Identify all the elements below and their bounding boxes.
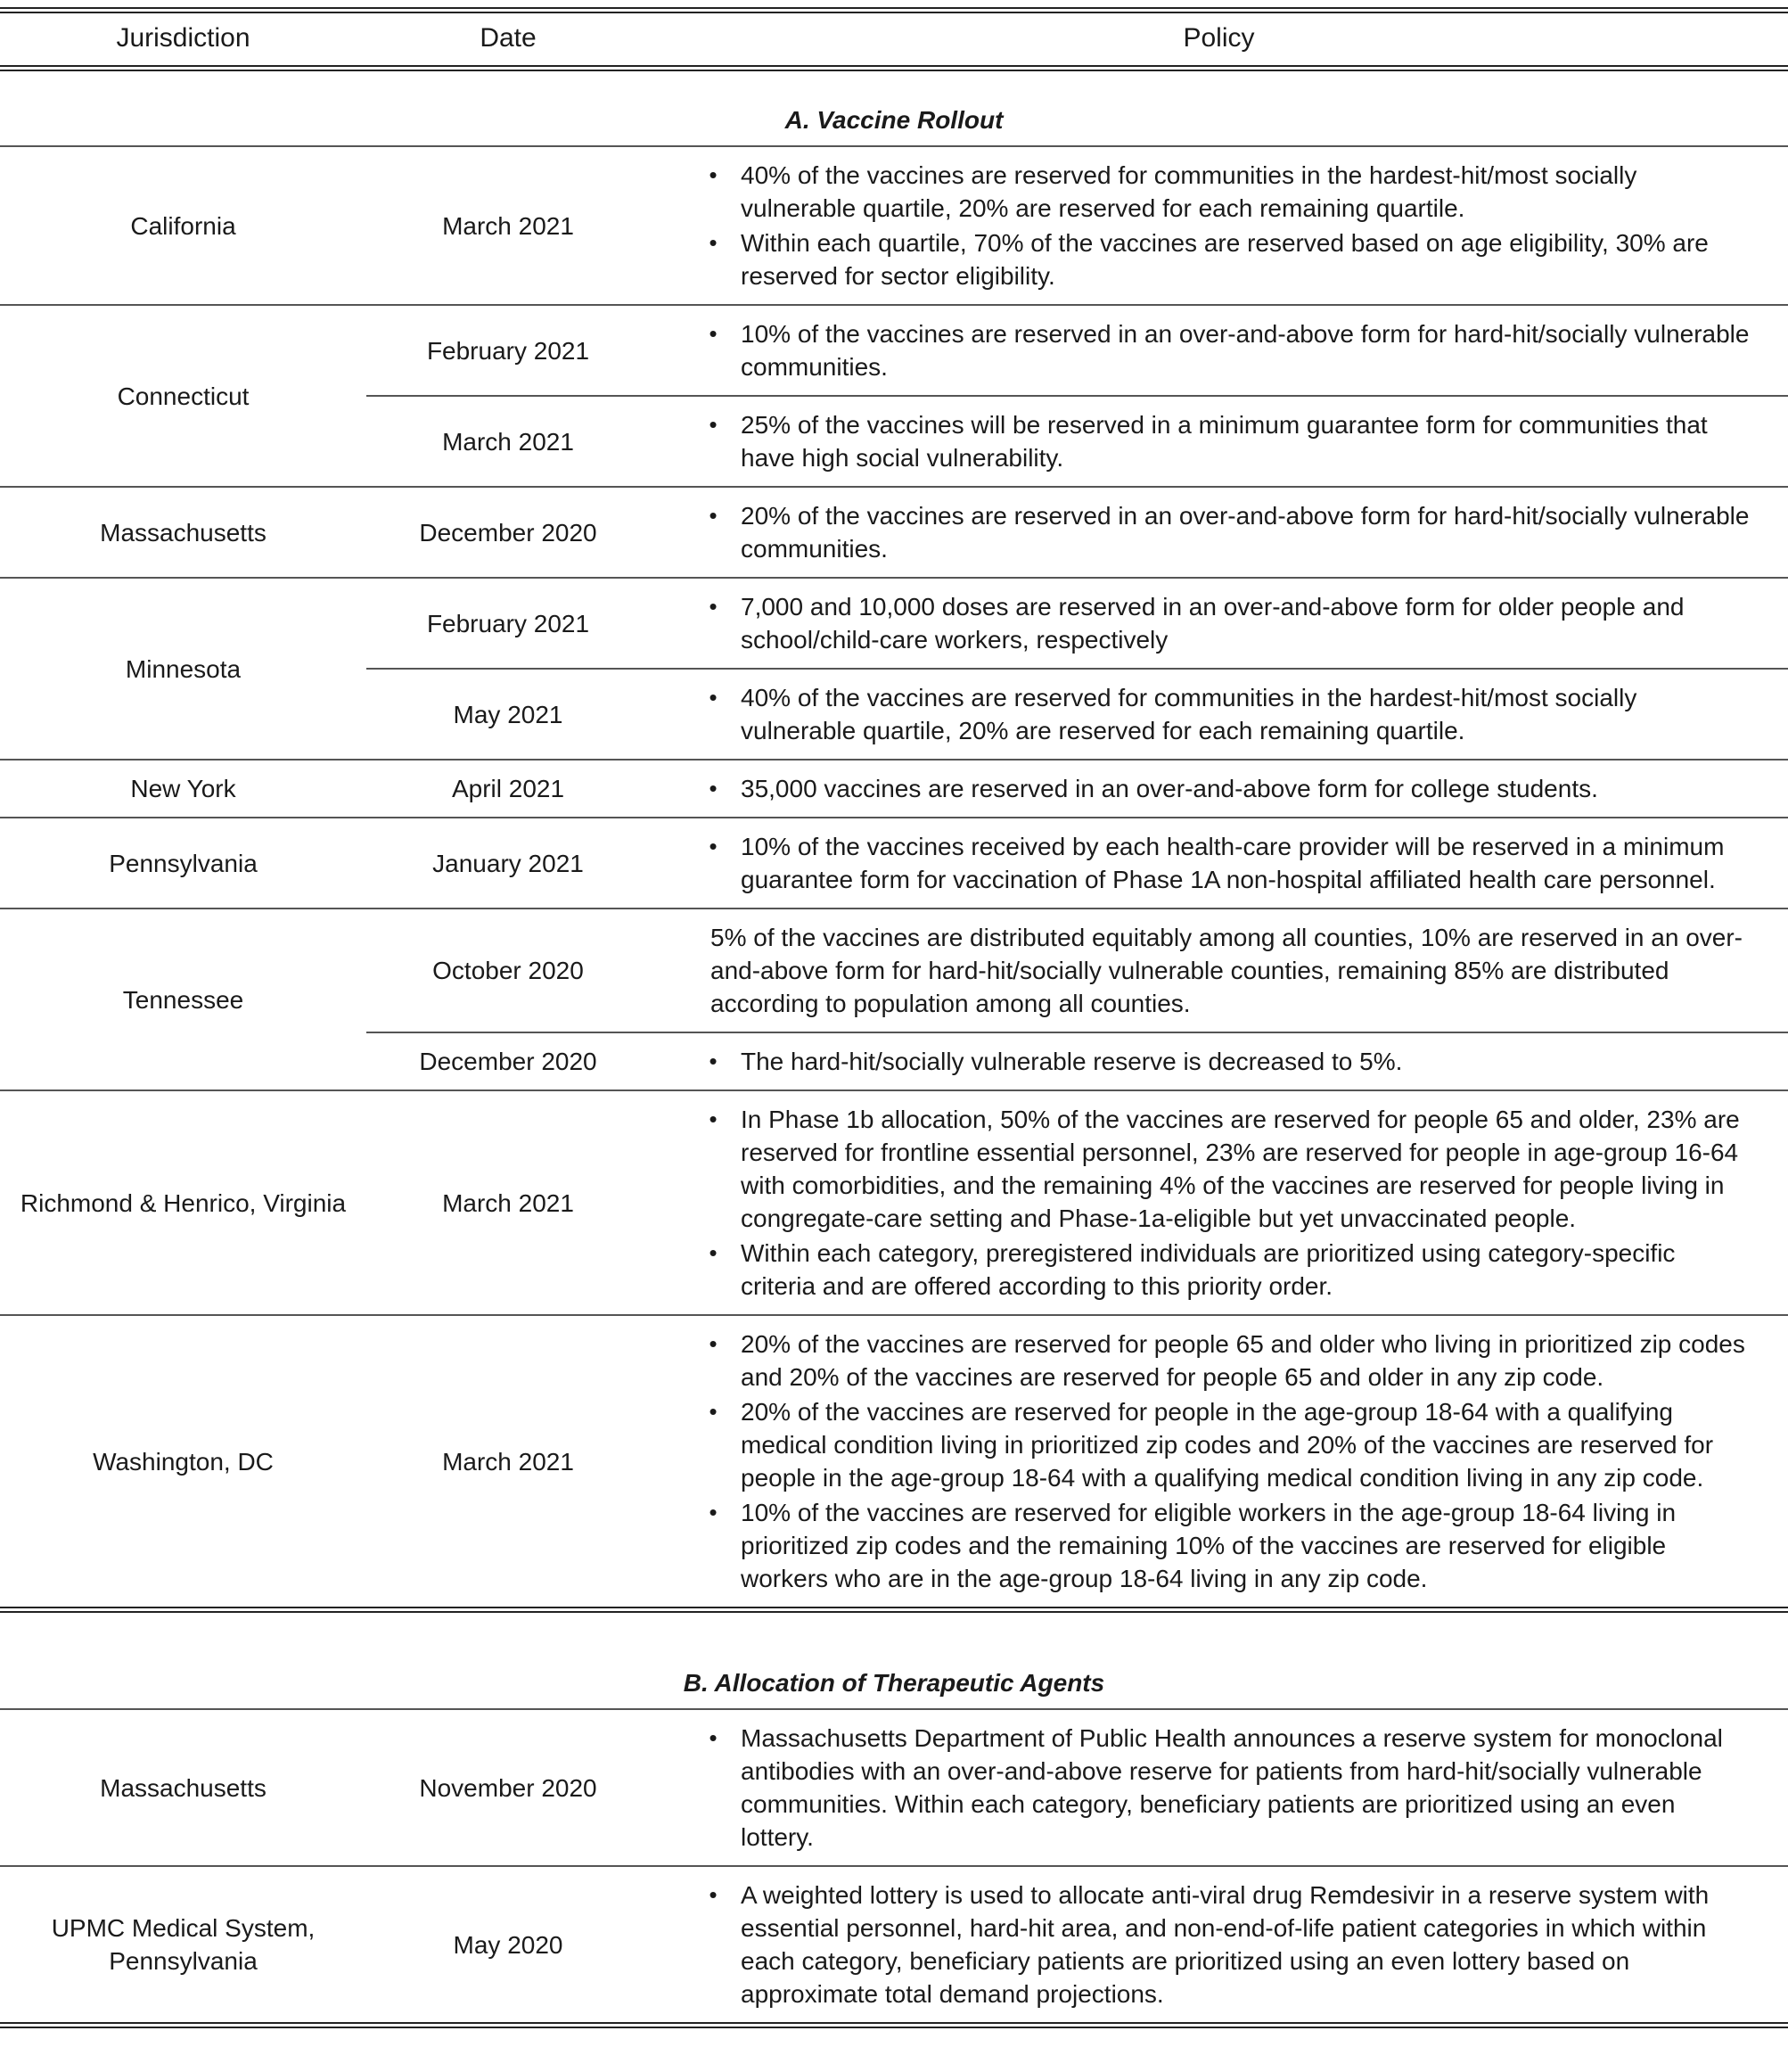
date-cell: March 2021: [366, 1315, 650, 1610]
policy-cell: [650, 578, 1788, 669]
jurisdiction-cell: Richmond & Henrico, Virginia: [0, 1090, 366, 1315]
table-row: [0, 487, 1788, 578]
policy-text: 20% of the vaccines are reserved in an over-and-above form for hard-hit/socially vulnerable communities.: [741, 502, 1750, 563]
policy-bullet-item: [685, 681, 1754, 747]
bullet-icon: •: [709, 161, 718, 188]
policy-cell: [650, 396, 1788, 487]
policy-text: 7,000 and 10,000 doses are reserved in an over-and-above form for older people and school/child-care workers, respectively: [741, 593, 1685, 654]
bullet-icon: •: [709, 411, 718, 438]
policy-text: 10% of the vaccines received by each health-care provider will be reserved in a minimum guarantee form for vaccination of Phase 1A non-hospital affiliated health care personnel.: [741, 833, 1725, 893]
policy-text: 25% of the vaccines will be reserved in a minimum guarantee form for communities that have high social vulnerability.: [741, 411, 1708, 472]
policy-bullet-item: [685, 1395, 1754, 1494]
table-row: [0, 1090, 1788, 1315]
policy-cell: [650, 305, 1788, 396]
jurisdiction-cell: New York: [0, 760, 366, 818]
policy-bullet-item: [685, 772, 1754, 805]
policy-text: The hard-hit/socially vulnerable reserve is decreased to 5%.: [741, 1048, 1403, 1075]
date-cell: March 2021: [366, 1090, 650, 1315]
table-row: [0, 760, 1788, 818]
policy-text: A weighted lottery is used to allocate anti-viral drug Remdesivir in a reserve system with essential personnel, hard-hit area, and non-end-of-life patient categories in which within each category, beneficiary patients are prioritized using an even lottery based on approximate total demand projections.: [741, 1881, 1710, 2008]
policy-cell: [650, 1090, 1788, 1315]
policy-bullet-item: [685, 1045, 1754, 1078]
date-cell: October 2020: [366, 909, 650, 1032]
policy-text: 40% of the vaccines are reserved for communities in the hardest-hit/most socially vulnerable quartile, 20% are reserved for each remaining quartile.: [741, 161, 1637, 222]
policy-cell: [650, 1032, 1788, 1090]
date-cell: November 2020: [366, 1709, 650, 1866]
date-cell: February 2021: [366, 578, 650, 669]
table-row: [0, 818, 1788, 909]
date-cell: December 2020: [366, 487, 650, 578]
bullet-icon: •: [709, 1724, 718, 1751]
bullet-icon: •: [709, 229, 718, 256]
policy-cell: [650, 1315, 1788, 1610]
section-title: A. Vaccine Rollout: [784, 106, 1004, 134]
header-row: [0, 11, 1788, 69]
bullet-icon: •: [709, 1330, 718, 1357]
table-row: [0, 909, 1788, 1032]
policy-text: 20% of the vaccines are reserved for people in the age-group 18-64 with a qualifying medical condition living in prioritized zip codes and 20% of the vaccines are reserved for people in the age-group 18-64 with a qualifying medical condition living in any zip code.: [741, 1398, 1714, 1492]
bullet-icon: •: [709, 593, 718, 620]
section-title-cell: [0, 69, 1788, 147]
table-row: [0, 146, 1788, 305]
col-header-date: Date: [366, 11, 650, 69]
date-cell: March 2021: [366, 396, 650, 487]
date-cell: May 2020: [366, 1866, 650, 2026]
policy-text: Massachusetts Department of Public Health announces a reserve system for monoclonal antibodies with an over-and-above reserve for patients from hard-hit/socially vulnerable communities. Within each category, beneficiary patients are prioritized using an even lottery.: [741, 1724, 1723, 1851]
policy-cell: [650, 669, 1788, 760]
bullet-icon: •: [709, 1398, 718, 1425]
date-cell: May 2021: [366, 669, 650, 760]
jurisdiction-cell: Pennsylvania: [0, 818, 366, 909]
policy-cell: [650, 1866, 1788, 2026]
policy-bullet-item: [685, 1103, 1754, 1235]
policy-bullet-item: [685, 1328, 1754, 1394]
date-cell: March 2021: [366, 146, 650, 305]
policy-bullet-item: [685, 408, 1754, 474]
table-row: [0, 1866, 1788, 2026]
date-cell: January 2021: [366, 818, 650, 909]
table-row: [0, 578, 1788, 669]
date-cell: December 2020: [366, 1032, 650, 1090]
policy-cell: [650, 909, 1788, 1032]
policy-text: 5% of the vaccines are distributed equitably among all counties, 10% are reserved in an over-and-above form for hard-hit/socially vulnerable counties, remaining 85% are distributed according to population among all counties.: [710, 924, 1743, 1017]
bullet-icon: •: [709, 502, 718, 529]
date-cell: April 2021: [366, 760, 650, 818]
jurisdiction-cell: California: [0, 146, 366, 305]
table-row: [0, 1315, 1788, 1610]
policy-bullet-item: [685, 499, 1754, 565]
policy-bullet-item: [685, 159, 1754, 225]
policy-paragraph: [685, 921, 1754, 1020]
policy-text: 35,000 vaccines are reserved in an over-and-above form for college students.: [741, 775, 1598, 802]
policy-bullet-item: [685, 317, 1754, 383]
jurisdiction-cell: Tennessee: [0, 909, 366, 1090]
bullet-icon: •: [709, 1499, 718, 1525]
date-cell: February 2021: [366, 305, 650, 396]
policy-bullet-item: [685, 226, 1754, 292]
bullet-icon: •: [709, 833, 718, 859]
bullet-icon: •: [709, 1239, 718, 1266]
bullet-icon: •: [709, 1106, 718, 1132]
bullet-icon: •: [709, 320, 718, 347]
policy-bullet-item: [685, 830, 1754, 896]
jurisdiction-cell: Minnesota: [0, 578, 366, 760]
policy-bullet-item: [685, 1496, 1754, 1595]
policy-text: 10% of the vaccines are reserved for eligible workers in the age-group 18-64 living in prioritized zip codes and the remaining 10% of the vaccines are reserved for eligible workers who are in the age-group 18-64 living in any zip code.: [741, 1499, 1677, 1592]
bullet-icon: •: [709, 684, 718, 711]
jurisdiction-cell: Washington, DC: [0, 1315, 366, 1610]
section-title-row: [0, 1610, 1788, 1710]
policy-bullet-item: [685, 1237, 1754, 1303]
policy-cell: [650, 760, 1788, 818]
jurisdiction-cell: UPMC Medical System, Pennsylvania: [0, 1866, 366, 2026]
jurisdiction-cell: Connecticut: [0, 305, 366, 487]
policy-text: 40% of the vaccines are reserved for communities in the hardest-hit/most socially vulnerable quartile, 20% are reserved for each remaining quartile.: [741, 684, 1637, 744]
policy-cell: [650, 487, 1788, 578]
policy-table: [0, 7, 1788, 2028]
section-title: B. Allocation of Therapeutic Agents: [683, 1669, 1105, 1697]
policy-cell: [650, 1709, 1788, 1866]
policy-cell: [650, 818, 1788, 909]
policy-text: Within each quartile, 70% of the vaccines are reserved based on age eligibility, 30% are reserved for sector eligibility.: [741, 229, 1709, 290]
policy-text: 20% of the vaccines are reserved for people 65 and older who living in prioritized zip codes and 20% of the vaccines are reserved for people 65 and older in any zip code.: [741, 1330, 1745, 1391]
policy-bullet-item: [685, 590, 1754, 656]
policy-text: In Phase 1b allocation, 50% of the vaccines are reserved for people 65 and older, 23% are reserved for frontline essential personnel, 23% are reserved for people in age-group 16-64 with comorbidities, and the remaining 4% of the vaccines are reserved for people living in congregate-care setting and Phase-1a-eligible but yet unvaccinated people.: [741, 1106, 1740, 1232]
col-header-policy: Policy: [650, 11, 1788, 69]
jurisdiction-cell: Massachusetts: [0, 487, 366, 578]
policy-bullet-item: [685, 1879, 1754, 2010]
bullet-icon: •: [709, 1048, 718, 1074]
table-row: [0, 1709, 1788, 1866]
policy-text: Within each category, preregistered individuals are prioritized using category-specific criteria and are offered according to this priority order.: [741, 1239, 1676, 1300]
section-title-row: [0, 69, 1788, 147]
bullet-icon: •: [709, 1881, 718, 1908]
policy-text: 10% of the vaccines are reserved in an over-and-above form for hard-hit/socially vulnerable communities.: [741, 320, 1750, 381]
col-header-jurisdiction: Jurisdiction: [0, 11, 366, 69]
bullet-icon: •: [709, 775, 718, 802]
policy-bullet-item: [685, 1722, 1754, 1854]
table-row: [0, 305, 1788, 396]
policy-cell: [650, 146, 1788, 305]
jurisdiction-cell: Massachusetts: [0, 1709, 366, 1866]
section-title-cell: [0, 1610, 1788, 1710]
